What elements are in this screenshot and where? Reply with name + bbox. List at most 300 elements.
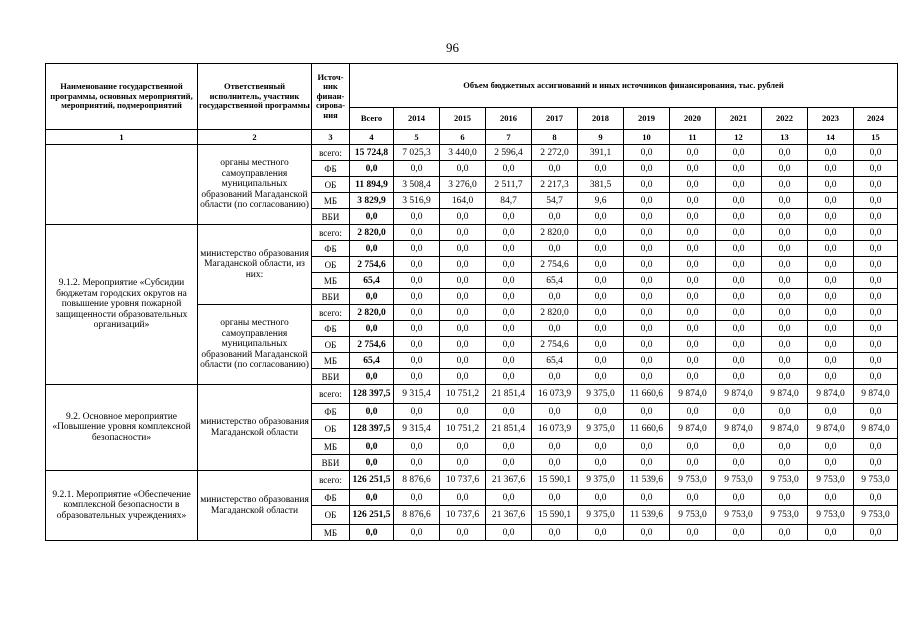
- value-cell-2020: 0,0: [670, 177, 716, 193]
- value-cell-2018: 9 375,0: [578, 506, 624, 525]
- source-cell: ФБ: [312, 241, 350, 257]
- value-cell-2019: 0,0: [624, 490, 670, 506]
- value-cell-2023: 0,0: [808, 145, 854, 161]
- value-cell-2023: 0,0: [808, 289, 854, 305]
- value-cell-2014: 0,0: [394, 439, 440, 455]
- value-cell-2023: 9 874,0: [808, 385, 854, 404]
- value-cell-2015: 3 440,0: [440, 145, 486, 161]
- value-cell-2022: 9 753,0: [762, 471, 808, 490]
- value-cell-2014: 0,0: [394, 404, 440, 420]
- value-cell-2014: 0,0: [394, 273, 440, 289]
- value-cell-2021: 0,0: [716, 305, 762, 321]
- value-cell-2017: 0,0: [532, 369, 578, 385]
- value-cell-2015: 0,0: [440, 305, 486, 321]
- value-cell-2022: 9 874,0: [762, 420, 808, 439]
- source-cell: ОБ: [312, 506, 350, 525]
- value-cell-2021: 0,0: [716, 145, 762, 161]
- executor-cell: министерство образования Магаданской области: [198, 385, 312, 471]
- value-cell-2019: 0,0: [624, 455, 670, 471]
- value-cell-2018: 0,0: [578, 257, 624, 273]
- value-cell-2015: 0,0: [440, 225, 486, 241]
- value-cell-2019: 0,0: [624, 321, 670, 337]
- value-cell-2015: 0,0: [440, 439, 486, 455]
- value-cell-2020: 0,0: [670, 161, 716, 177]
- value-cell-2024: 0,0: [854, 177, 898, 193]
- page-number: 96: [446, 40, 459, 55]
- value-cell-2015: 0,0: [440, 161, 486, 177]
- value-cell-2019: 0,0: [624, 439, 670, 455]
- value-cell-2015: 3 276,0: [440, 177, 486, 193]
- value-cell-2017: 16 073,9: [532, 385, 578, 404]
- measure-name-cell: 9.2. Основное мероприятие «Повышение уровня комплексной безопасности»: [46, 385, 198, 471]
- total-cell: 2 820,0: [350, 225, 394, 241]
- source-cell: всего:: [312, 385, 350, 404]
- column-index-4: 4: [350, 130, 394, 145]
- value-cell-2020: 0,0: [670, 305, 716, 321]
- value-cell-2017: 0,0: [532, 289, 578, 305]
- total-cell: 65,4: [350, 353, 394, 369]
- table-row: [46, 225, 898, 241]
- value-cell-2016: 0,0: [486, 404, 532, 420]
- source-cell: всего:: [312, 471, 350, 490]
- value-cell-2018: 0,0: [578, 273, 624, 289]
- value-cell-2020: 0,0: [670, 225, 716, 241]
- value-cell-2019: 0,0: [624, 289, 670, 305]
- table-row: [46, 471, 898, 490]
- value-cell-2019: 0,0: [624, 525, 670, 541]
- value-cell-2016: 0,0: [486, 439, 532, 455]
- value-cell-2015: 0,0: [440, 241, 486, 257]
- value-cell-2014: 0,0: [394, 305, 440, 321]
- header-year-7: 2020: [670, 108, 716, 130]
- total-cell: 2 754,6: [350, 337, 394, 353]
- header-year-6: 2019: [624, 108, 670, 130]
- header-year-4: 2017: [532, 108, 578, 130]
- value-cell-2015: 0,0: [440, 289, 486, 305]
- value-cell-2017: 2 820,0: [532, 305, 578, 321]
- source-cell: ВБИ: [312, 209, 350, 225]
- value-cell-2016: 0,0: [486, 257, 532, 273]
- source-cell: ВБИ: [312, 369, 350, 385]
- column-index-5: 5: [394, 130, 440, 145]
- value-cell-2018: 0,0: [578, 337, 624, 353]
- value-cell-2023: 0,0: [808, 404, 854, 420]
- value-cell-2021: 0,0: [716, 273, 762, 289]
- value-cell-2023: 0,0: [808, 490, 854, 506]
- value-cell-2015: 0,0: [440, 490, 486, 506]
- value-cell-2023: 9 753,0: [808, 471, 854, 490]
- value-cell-2018: 0,0: [578, 321, 624, 337]
- total-cell: 126 251,5: [350, 471, 394, 490]
- value-cell-2017: 0,0: [532, 241, 578, 257]
- value-cell-2023: 0,0: [808, 177, 854, 193]
- column-index-11: 11: [670, 130, 716, 145]
- value-cell-2024: 0,0: [854, 225, 898, 241]
- value-cell-2019: 0,0: [624, 225, 670, 241]
- value-cell-2017: 65,4: [532, 353, 578, 369]
- total-cell: 0,0: [350, 161, 394, 177]
- value-cell-2021: 0,0: [716, 455, 762, 471]
- value-cell-2020: 0,0: [670, 490, 716, 506]
- value-cell-2022: 0,0: [762, 241, 808, 257]
- value-cell-2020: 9 874,0: [670, 420, 716, 439]
- source-cell: МБ: [312, 273, 350, 289]
- header-year-11: 2024: [854, 108, 898, 130]
- value-cell-2020: 0,0: [670, 353, 716, 369]
- value-cell-2023: 0,0: [808, 209, 854, 225]
- value-cell-2014: 0,0: [394, 257, 440, 273]
- value-cell-2016: 0,0: [486, 209, 532, 225]
- value-cell-2022: 0,0: [762, 369, 808, 385]
- value-cell-2021: 0,0: [716, 369, 762, 385]
- value-cell-2018: 0,0: [578, 289, 624, 305]
- total-cell: 0,0: [350, 439, 394, 455]
- value-cell-2017: 0,0: [532, 209, 578, 225]
- source-cell: всего:: [312, 225, 350, 241]
- value-cell-2023: 0,0: [808, 225, 854, 241]
- value-cell-2020: 0,0: [670, 257, 716, 273]
- header-executor: Ответственный исполнитель, участник государственной программы: [198, 64, 312, 130]
- value-cell-2014: 0,0: [394, 337, 440, 353]
- value-cell-2023: 0,0: [808, 455, 854, 471]
- value-cell-2014: 0,0: [394, 321, 440, 337]
- value-cell-2015: 0,0: [440, 525, 486, 541]
- header-year-3: 2016: [486, 108, 532, 130]
- value-cell-2023: 0,0: [808, 525, 854, 541]
- value-cell-2014: 0,0: [394, 241, 440, 257]
- value-cell-2024: 0,0: [854, 525, 898, 541]
- header-year-0: Всего: [350, 108, 394, 130]
- source-cell: ФБ: [312, 490, 350, 506]
- value-cell-2023: 0,0: [808, 337, 854, 353]
- total-cell: 0,0: [350, 241, 394, 257]
- value-cell-2015: 10 751,2: [440, 420, 486, 439]
- value-cell-2019: 0,0: [624, 209, 670, 225]
- value-cell-2021: 9 753,0: [716, 506, 762, 525]
- value-cell-2018: 0,0: [578, 455, 624, 471]
- value-cell-2023: 0,0: [808, 241, 854, 257]
- value-cell-2016: 0,0: [486, 289, 532, 305]
- value-cell-2021: 9 753,0: [716, 471, 762, 490]
- value-cell-2021: 0,0: [716, 321, 762, 337]
- value-cell-2018: 9 375,0: [578, 420, 624, 439]
- value-cell-2022: 0,0: [762, 145, 808, 161]
- value-cell-2014: 0,0: [394, 289, 440, 305]
- measure-name-cell: [46, 145, 198, 225]
- header-volume: Объем бюджетных ассигнований и иных источников финансирования, тыс. рублей: [350, 64, 898, 108]
- header-year-8: 2021: [716, 108, 762, 130]
- value-cell-2014: 0,0: [394, 455, 440, 471]
- value-cell-2015: 0,0: [440, 369, 486, 385]
- table-row: [46, 145, 898, 161]
- value-cell-2023: 0,0: [808, 193, 854, 209]
- value-cell-2017: 65,4: [532, 273, 578, 289]
- total-cell: 0,0: [350, 209, 394, 225]
- value-cell-2024: 0,0: [854, 241, 898, 257]
- value-cell-2021: 0,0: [716, 241, 762, 257]
- value-cell-2019: 0,0: [624, 369, 670, 385]
- column-index-7: 7: [486, 130, 532, 145]
- value-cell-2022: 0,0: [762, 337, 808, 353]
- value-cell-2014: 8 876,6: [394, 506, 440, 525]
- value-cell-2020: 0,0: [670, 209, 716, 225]
- value-cell-2018: 0,0: [578, 241, 624, 257]
- total-cell: 3 829,9: [350, 193, 394, 209]
- column-index-8: 8: [532, 130, 578, 145]
- value-cell-2020: 0,0: [670, 525, 716, 541]
- total-cell: 2 754,6: [350, 257, 394, 273]
- value-cell-2017: 0,0: [532, 161, 578, 177]
- value-cell-2018: 9 375,0: [578, 471, 624, 490]
- value-cell-2016: 21 367,6: [486, 471, 532, 490]
- value-cell-2024: 0,0: [854, 439, 898, 455]
- value-cell-2019: 0,0: [624, 193, 670, 209]
- value-cell-2016: 0,0: [486, 337, 532, 353]
- value-cell-2021: 0,0: [716, 490, 762, 506]
- value-cell-2022: 0,0: [762, 305, 808, 321]
- value-cell-2020: 0,0: [670, 337, 716, 353]
- value-cell-2022: 9 753,0: [762, 506, 808, 525]
- source-cell: ВБИ: [312, 289, 350, 305]
- value-cell-2017: 15 590,1: [532, 506, 578, 525]
- value-cell-2020: 0,0: [670, 369, 716, 385]
- value-cell-2022: 0,0: [762, 177, 808, 193]
- value-cell-2018: 9 375,0: [578, 385, 624, 404]
- value-cell-2014: 0,0: [394, 353, 440, 369]
- measure-name-cell: 9.1.2. Мероприятие «Субсидии бюджетам городских округов на повышение уровня пожарной защищенности образовательных организаций»: [46, 225, 198, 385]
- value-cell-2021: 0,0: [716, 257, 762, 273]
- value-cell-2021: 0,0: [716, 289, 762, 305]
- value-cell-2024: 9 874,0: [854, 385, 898, 404]
- value-cell-2016: 84,7: [486, 193, 532, 209]
- value-cell-2021: 0,0: [716, 225, 762, 241]
- total-cell: 11 894,9: [350, 177, 394, 193]
- value-cell-2015: 0,0: [440, 257, 486, 273]
- value-cell-2018: 9,6: [578, 193, 624, 209]
- value-cell-2024: 0,0: [854, 305, 898, 321]
- value-cell-2017: 54,7: [532, 193, 578, 209]
- column-index-15: 15: [854, 130, 898, 145]
- column-index-2: 2: [198, 130, 312, 145]
- source-cell: всего:: [312, 305, 350, 321]
- value-cell-2018: 0,0: [578, 404, 624, 420]
- value-cell-2016: 0,0: [486, 455, 532, 471]
- value-cell-2019: 0,0: [624, 145, 670, 161]
- value-cell-2022: 0,0: [762, 455, 808, 471]
- value-cell-2019: 0,0: [624, 273, 670, 289]
- column-index-10: 10: [624, 130, 670, 145]
- executor-cell: органы местного самоуправления муниципальных образований Магаданской области (по согласованию): [198, 305, 312, 385]
- value-cell-2024: 0,0: [854, 209, 898, 225]
- value-cell-2018: 0,0: [578, 225, 624, 241]
- value-cell-2021: 9 874,0: [716, 420, 762, 439]
- value-cell-2019: 11 660,6: [624, 385, 670, 404]
- value-cell-2016: 0,0: [486, 161, 532, 177]
- value-cell-2020: 0,0: [670, 145, 716, 161]
- value-cell-2018: 0,0: [578, 490, 624, 506]
- value-cell-2019: 0,0: [624, 337, 670, 353]
- value-cell-2014: 7 025,3: [394, 145, 440, 161]
- column-index-13: 13: [762, 130, 808, 145]
- value-cell-2014: 0,0: [394, 225, 440, 241]
- executor-cell: министерство образования Магаданской области, из них:: [198, 225, 312, 305]
- value-cell-2018: 381,5: [578, 177, 624, 193]
- value-cell-2024: 9 874,0: [854, 420, 898, 439]
- value-cell-2018: 0,0: [578, 525, 624, 541]
- value-cell-2022: 0,0: [762, 209, 808, 225]
- value-cell-2024: 0,0: [854, 321, 898, 337]
- table-row: [46, 385, 898, 404]
- value-cell-2014: 0,0: [394, 209, 440, 225]
- value-cell-2024: 0,0: [854, 490, 898, 506]
- value-cell-2018: 0,0: [578, 161, 624, 177]
- value-cell-2016: 2 511,7: [486, 177, 532, 193]
- value-cell-2014: 3 516,9: [394, 193, 440, 209]
- value-cell-2024: 0,0: [854, 273, 898, 289]
- value-cell-2020: 0,0: [670, 289, 716, 305]
- header-year-1: 2014: [394, 108, 440, 130]
- value-cell-2020: 9 753,0: [670, 471, 716, 490]
- header-year-5: 2018: [578, 108, 624, 130]
- column-index-6: 6: [440, 130, 486, 145]
- executor-cell: органы местного самоуправления муниципальных образований Магаданской области (по согласованию): [198, 145, 312, 225]
- value-cell-2014: 0,0: [394, 490, 440, 506]
- total-cell: 0,0: [350, 404, 394, 420]
- value-cell-2017: 2 217,3: [532, 177, 578, 193]
- source-cell: МБ: [312, 525, 350, 541]
- value-cell-2018: 0,0: [578, 305, 624, 321]
- value-cell-2017: 15 590,1: [532, 471, 578, 490]
- value-cell-2020: 0,0: [670, 193, 716, 209]
- total-cell: 128 397,5: [350, 385, 394, 404]
- value-cell-2022: 0,0: [762, 273, 808, 289]
- value-cell-2014: 3 508,4: [394, 177, 440, 193]
- value-cell-2023: 0,0: [808, 273, 854, 289]
- value-cell-2017: 0,0: [532, 525, 578, 541]
- value-cell-2015: 0,0: [440, 273, 486, 289]
- value-cell-2020: 0,0: [670, 273, 716, 289]
- value-cell-2017: 0,0: [532, 455, 578, 471]
- value-cell-2019: 0,0: [624, 305, 670, 321]
- value-cell-2020: 0,0: [670, 241, 716, 257]
- value-cell-2016: 21 367,6: [486, 506, 532, 525]
- value-cell-2021: 0,0: [716, 193, 762, 209]
- value-cell-2015: 0,0: [440, 337, 486, 353]
- value-cell-2024: 0,0: [854, 257, 898, 273]
- value-cell-2016: 2 596,4: [486, 145, 532, 161]
- value-cell-2015: 0,0: [440, 209, 486, 225]
- value-cell-2022: 0,0: [762, 257, 808, 273]
- total-cell: 128 397,5: [350, 420, 394, 439]
- value-cell-2024: 0,0: [854, 455, 898, 471]
- value-cell-2016: 0,0: [486, 353, 532, 369]
- total-cell: 126 251,5: [350, 506, 394, 525]
- source-cell: МБ: [312, 193, 350, 209]
- value-cell-2016: 21 851,4: [486, 385, 532, 404]
- value-cell-2021: 9 874,0: [716, 385, 762, 404]
- value-cell-2019: 0,0: [624, 241, 670, 257]
- value-cell-2024: 0,0: [854, 369, 898, 385]
- value-cell-2018: 0,0: [578, 439, 624, 455]
- value-cell-2022: 0,0: [762, 353, 808, 369]
- column-index-1: 1: [46, 130, 198, 145]
- value-cell-2022: 0,0: [762, 193, 808, 209]
- value-cell-2017: 0,0: [532, 404, 578, 420]
- value-cell-2017: 0,0: [532, 321, 578, 337]
- value-cell-2019: 0,0: [624, 177, 670, 193]
- value-cell-2023: 0,0: [808, 305, 854, 321]
- source-cell: всего:: [312, 145, 350, 161]
- value-cell-2020: 0,0: [670, 321, 716, 337]
- value-cell-2022: 9 874,0: [762, 385, 808, 404]
- value-cell-2024: 0,0: [854, 289, 898, 305]
- value-cell-2015: 10 751,2: [440, 385, 486, 404]
- source-cell: МБ: [312, 439, 350, 455]
- column-index-3: 3: [312, 130, 350, 145]
- total-cell: 0,0: [350, 525, 394, 541]
- value-cell-2015: 0,0: [440, 353, 486, 369]
- value-cell-2018: 0,0: [578, 353, 624, 369]
- value-cell-2020: 0,0: [670, 404, 716, 420]
- value-cell-2024: 0,0: [854, 353, 898, 369]
- value-cell-2021: 0,0: [716, 337, 762, 353]
- value-cell-2022: 0,0: [762, 404, 808, 420]
- total-cell: 0,0: [350, 369, 394, 385]
- value-cell-2016: 0,0: [486, 321, 532, 337]
- value-cell-2015: 10 737,6: [440, 471, 486, 490]
- value-cell-2016: 0,0: [486, 225, 532, 241]
- value-cell-2019: 0,0: [624, 257, 670, 273]
- header-name: Наименование государственной программы, основных мероприятий, мероприятий, подмероприятий: [46, 64, 198, 130]
- value-cell-2016: 0,0: [486, 241, 532, 257]
- source-cell: ОБ: [312, 337, 350, 353]
- value-cell-2021: 0,0: [716, 161, 762, 177]
- measure-name-cell: 9.2.1. Мероприятие «Обеспечение комплексной безопасности в образовательных учреждениях»: [46, 471, 198, 541]
- total-cell: 0,0: [350, 321, 394, 337]
- column-index-12: 12: [716, 130, 762, 145]
- source-cell: ОБ: [312, 420, 350, 439]
- header-year-2: 2015: [440, 108, 486, 130]
- value-cell-2021: 0,0: [716, 209, 762, 225]
- source-cell: ОБ: [312, 177, 350, 193]
- value-cell-2023: 0,0: [808, 321, 854, 337]
- value-cell-2024: 0,0: [854, 193, 898, 209]
- value-cell-2014: 9 315,4: [394, 385, 440, 404]
- total-cell: 0,0: [350, 455, 394, 471]
- value-cell-2021: 0,0: [716, 439, 762, 455]
- value-cell-2020: 9 874,0: [670, 385, 716, 404]
- value-cell-2016: 0,0: [486, 525, 532, 541]
- total-cell: 0,0: [350, 490, 394, 506]
- value-cell-2016: 0,0: [486, 490, 532, 506]
- value-cell-2024: 0,0: [854, 337, 898, 353]
- source-cell: ОБ: [312, 257, 350, 273]
- source-cell: ФБ: [312, 161, 350, 177]
- value-cell-2018: 391,1: [578, 145, 624, 161]
- value-cell-2021: 0,0: [716, 353, 762, 369]
- value-cell-2022: 0,0: [762, 225, 808, 241]
- value-cell-2019: 11 660,6: [624, 420, 670, 439]
- value-cell-2019: 11 539,6: [624, 471, 670, 490]
- value-cell-2024: 9 753,0: [854, 471, 898, 490]
- value-cell-2016: 0,0: [486, 369, 532, 385]
- value-cell-2016: 0,0: [486, 273, 532, 289]
- value-cell-2018: 0,0: [578, 209, 624, 225]
- value-cell-2023: 0,0: [808, 353, 854, 369]
- total-cell: 65,4: [350, 273, 394, 289]
- value-cell-2016: 21 851,4: [486, 420, 532, 439]
- value-cell-2015: 0,0: [440, 321, 486, 337]
